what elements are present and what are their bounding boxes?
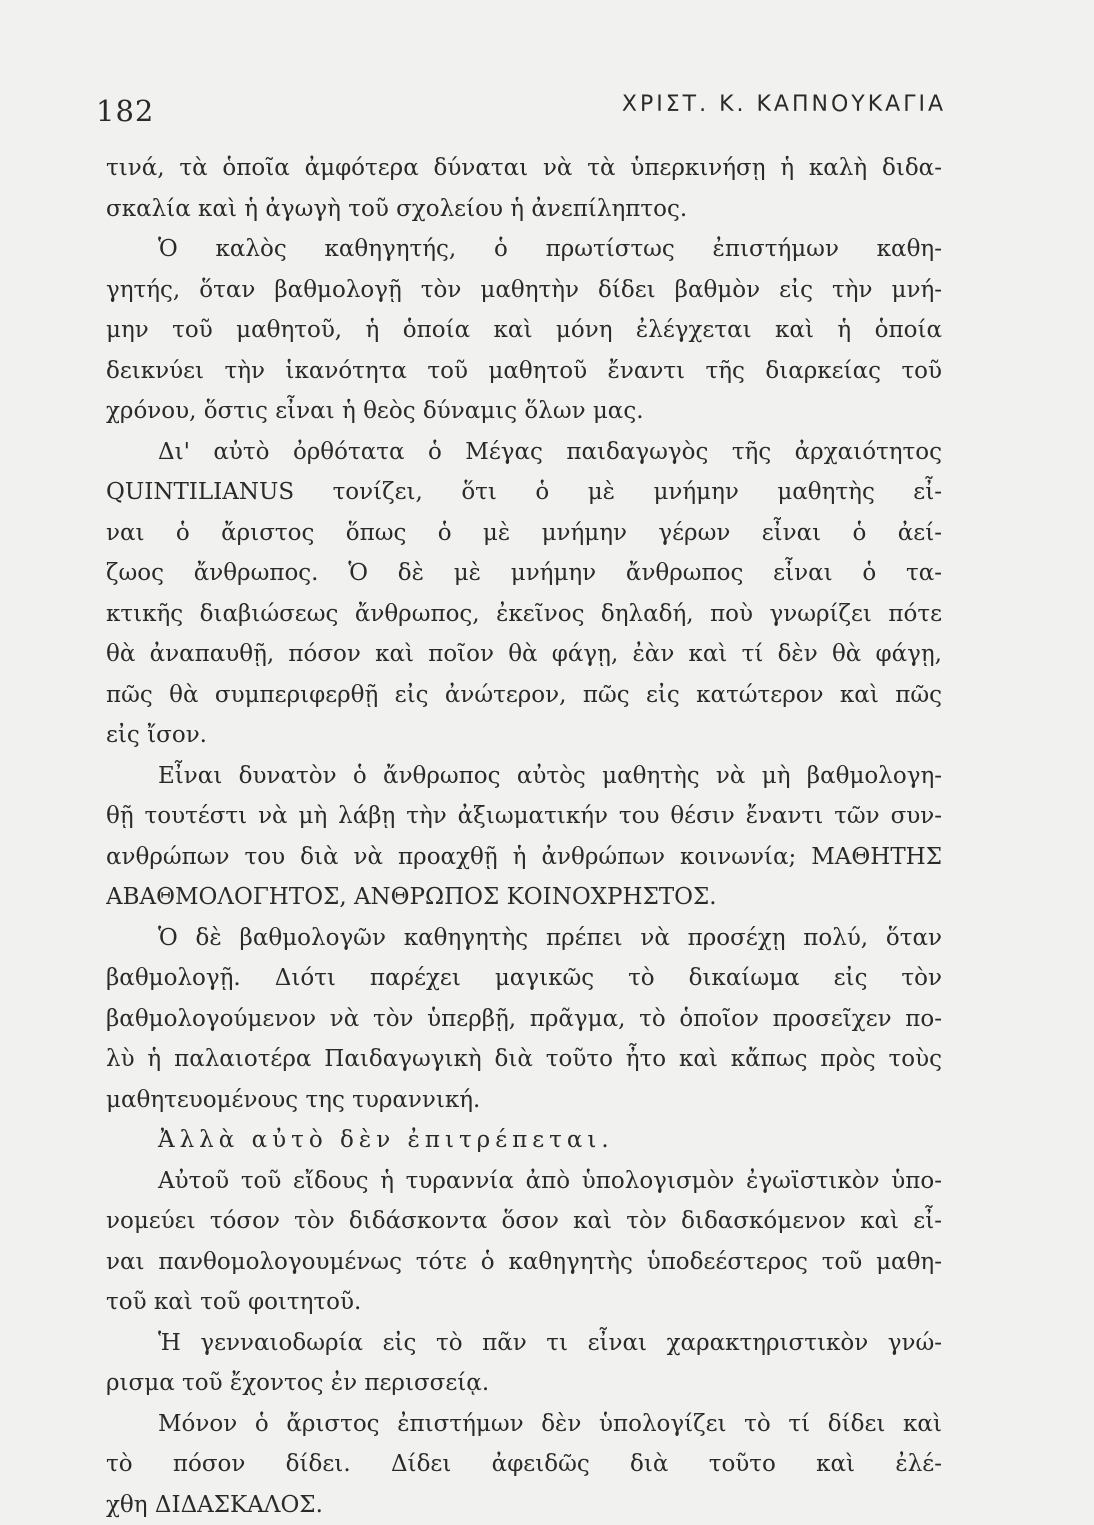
text-line: QUINTILIANUS τονίζει, ὅτι ὁ μὲ μνήμην μαθητὴς εἶ- (106, 472, 942, 513)
text-line: τὸ πόσον δίδει. Δίδει ἀφειδῶς διὰ τοῦτο καὶ ἐλέ- (106, 1444, 942, 1485)
text-line: μαθητευομένους της τυραννική. (106, 1080, 942, 1121)
text-line: μην τοῦ μαθητοῦ, ἡ ὁποία καὶ μόνη ἐλέγχεται καὶ ἡ ὁποία (106, 310, 942, 351)
text-line: δεικνύει τὴν ἱκανότητα τοῦ μαθητοῦ ἔναντι τῆς διαρκείας τοῦ (106, 351, 942, 392)
text-line: ανθρώπων του διὰ νὰ προαχθῇ ἡ ἀνθρώπων κοινωνία; ΜΑΘΗΤΗΣ (106, 837, 942, 878)
text-line: βαθμολογῇ. Διότι παρέχει μαγικῶς τὸ δικαίωμα εἰς τὸν (106, 958, 942, 999)
text-line: πῶς θὰ συμπεριφερθῇ εἰς ἀνώτερον, πῶς εἰς κατώτερον καὶ πῶς (106, 675, 942, 716)
body-text (106, 148, 942, 1525)
text-line: Αὐτοῦ τοῦ εἴδους ἡ τυραννία ἀπὸ ὑπολογισμὸν ἐγωϊστικὸν ὑπο- (106, 1161, 942, 1202)
text-line: ναι ὁ ἄριστος ὅπως ὁ μὲ μνήμην γέρων εἶναι ὁ ἀεί- (106, 513, 942, 554)
text-line: Ὁ δὲ βαθμολογῶν καθηγητὴς πρέπει νὰ προσέχῃ πολύ, ὅταν (106, 918, 942, 959)
text-line: θῇ τουτέστι νὰ μὴ λάβῃ τὴν ἀξιωματικήν του θέσιν ἔναντι τῶν συν- (106, 796, 942, 837)
text-line: Δι' αὐτὸ ὀρθότατα ὁ Μέγας παιδαγωγὸς τῆς ἀρχαιότητος (106, 432, 942, 473)
text-line: τινά, τὰ ὁποῖα ἀμφότερα δύναται νὰ τὰ ὑπερκινήσῃ ἡ καλὴ διδα- (106, 148, 942, 189)
page-number: 182 (96, 94, 154, 128)
text-line: βαθμολογούμενον νὰ τὸν ὑπερβῇ, πρᾶγμα, τὸ ὁποῖον προσεῖχεν πο- (106, 999, 942, 1040)
text-line: τοῦ καὶ τοῦ φοιτητοῦ. (106, 1282, 942, 1323)
text-line: ζωος ἄνθρωπος. Ὁ δὲ μὲ μνήμην ἄνθρωπος εἶναι ὁ τα- (106, 553, 942, 594)
text-line: Ἡ γενναιοδωρία εἰς τὸ πᾶν τι εἶναι χαρακτηριστικὸν γνώ- (106, 1323, 942, 1364)
text-line: Ἀλλὰ αὐτὸ δὲν ἐπιτρέπεται. (106, 1120, 942, 1161)
text-line: θὰ ἀναπαυθῇ, πόσον καὶ ποῖον θὰ φάγῃ, ἐὰν καὶ τί δὲν θὰ φάγῃ, (106, 634, 942, 675)
text-line: ΑΒΑΘΜΟΛΟΓΗΤΟΣ, ΑΝΘΡΩΠΟΣ ΚΟΙΝΟΧΡΗΣΤΟΣ. (106, 877, 942, 918)
text-line: σκαλία καὶ ἡ ἀγωγὴ τοῦ σχολείου ἡ ἀνεπίληπτος. (106, 189, 942, 230)
text-line: ρισμα τοῦ ἔχοντος ἐν περισσείᾳ. (106, 1363, 942, 1404)
text-line: Εἶναι δυνατὸν ὁ ἄνθρωπος αὐτὸς μαθητὴς νὰ μὴ βαθμολογη- (106, 756, 942, 797)
running-head: ΧΡΙΣΤ. Κ. ΚΑΠΝΟΥΚΑΓΙΑ (622, 92, 946, 117)
text-line: κτικῆς διαβιώσεως ἄνθρωπος, ἐκεῖνος δηλαδή, ποὺ γνωρίζει πότε (106, 594, 942, 635)
text-line: ναι πανθομολογουμένως τότε ὁ καθηγητὴς ὑποδεέστερος τοῦ μαθη- (106, 1242, 942, 1283)
text-line: χθη ΔΙΔΑΣΚΑΛΟΣ. (106, 1485, 942, 1525)
text-line: Μόνον ὁ ἄριστος ἐπιστήμων δὲν ὑπολογίζει τὸ τί δίδει καὶ (106, 1404, 942, 1445)
text-line: χρόνου, ὅστις εἶναι ἡ θεὸς δύναμις ὅλων μας. (106, 391, 942, 432)
text-line: εἰς ἴσον. (106, 715, 942, 756)
text-line: λὺ ἡ παλαιοτέρα Παιδαγωγικὴ διὰ τοῦτο ἦτο καὶ κἄπως πρὸς τοὺς (106, 1039, 942, 1080)
text-line: Ὁ καλὸς καθηγητής, ὁ πρωτίστως ἐπιστήμων καθη- (106, 229, 942, 270)
text-line: νομεύει τόσον τὸν διδάσκοντα ὅσον καὶ τὸν διδασκόμενον καὶ εἶ- (106, 1201, 942, 1242)
page-header (96, 92, 946, 132)
text-line: γητής, ὅταν βαθμολογῇ τὸν μαθητὴν δίδει βαθμὸν εἰς τὴν μνή- (106, 270, 942, 311)
